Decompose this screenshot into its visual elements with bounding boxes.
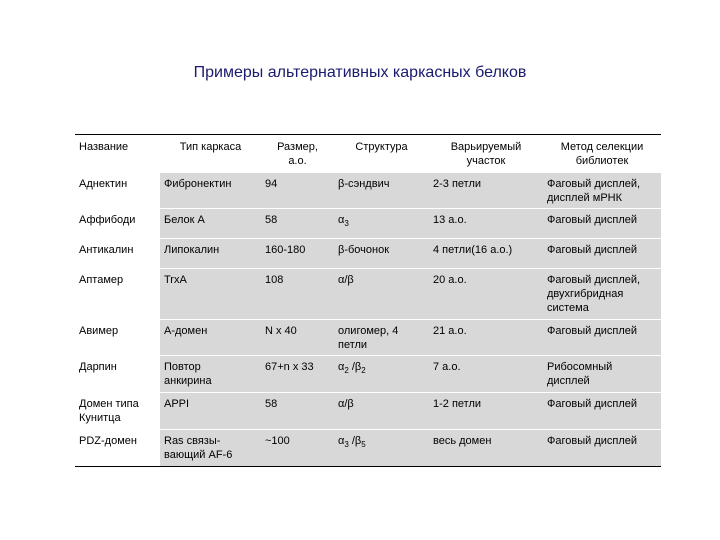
cell-name: PDZ-домен [75,430,160,467]
cell-structure: α/β [338,274,354,286]
cell-scaffold: Повтор анкирина [164,361,212,387]
cell-size: ~100 [265,435,290,447]
cell-method: Фаговый дисплей [547,244,638,256]
table-row [75,239,661,269]
cell-size: 108 [265,274,284,286]
cell-variable: 21 а.о. [433,325,467,337]
table-row [75,209,661,239]
cell-variable: 20 а.о. [433,274,467,286]
cell-name: Авимер [75,320,160,356]
cell-method: Фаговый дисплей [547,435,638,447]
header-scaffold-type: Тип каркаса [179,141,242,153]
cell-scaffold: APPI [164,398,190,410]
table-row [75,356,661,393]
header-name: Название [79,141,129,153]
cell-scaffold: TrxA [164,274,187,286]
cell-variable: 4 петли(16 а.о.) [433,244,513,256]
cell-name: Антикалин [75,239,160,269]
header-structure: Структура [355,141,408,153]
header-size: Размер, а.о. [277,141,318,167]
cell-variable: весь домен [433,435,492,447]
cell-name: Аптамер [75,269,160,320]
cell-structure: α/β [338,398,354,410]
cell-method: Фаговый дисплей, двухгибридная система [547,274,641,314]
table-row [75,320,661,356]
cell-size: 58 [265,214,278,226]
cell-size: 58 [265,398,278,410]
cell-size: 94 [265,178,278,190]
table-row [75,269,661,320]
header-variable-region: Варьируемый участок [450,141,522,167]
cell-scaffold: Липокалин [164,244,220,256]
cell-variable: 13 а.о. [433,214,467,226]
table-header-row [75,135,661,173]
cell-structure: олигомер, 4 петли [338,325,399,351]
page-title: Примеры альтернативных каркасных белков [193,64,527,81]
cell-name: Аднектин [75,173,160,209]
cell-size: 160-180 [265,244,306,256]
cell-variable: 7 а.о. [433,361,461,373]
scaffold-table [75,134,661,467]
cell-structure: $\alpha_3$ [338,214,349,229]
cell-structure: $\alpha_3$ $/\beta_5$ [338,435,366,450]
cell-name: Дарпин [75,356,160,393]
cell-variable: 1-2 петли [433,398,482,410]
cell-scaffold: А-домен [164,325,208,337]
cell-name: Аффибоди [75,209,160,239]
cell-size: N x 40 [265,325,297,337]
cell-scaffold: Ras связы- вающий AF-6 [164,435,233,461]
cell-structure: β-сэндвич [338,178,390,190]
cell-structure: β-бочонок [338,244,390,256]
cell-scaffold: Фибронектин [164,178,232,190]
cell-structure: $\alpha_2$ $/\beta_2$ [338,361,366,376]
table-row [75,393,661,430]
header-selection-method: Метод селекции библиотек [560,141,644,167]
table-row [75,173,661,209]
cell-method: Рибосомный дисплей [547,361,613,387]
cell-name: Домен типа Кунитца [75,393,160,430]
cell-scaffold: Белок А [164,214,205,226]
cell-variable: 2-3 петли [433,178,482,190]
cell-method: Фаговый дисплей [547,325,638,337]
cell-method: Фаговый дисплей [547,214,638,226]
table-row [75,430,661,467]
cell-method: Фаговый дисплей [547,398,638,410]
cell-method: Фаговый дисплей, дисплей мРНК [547,178,641,204]
cell-size: 67+n x 33 [265,361,314,373]
